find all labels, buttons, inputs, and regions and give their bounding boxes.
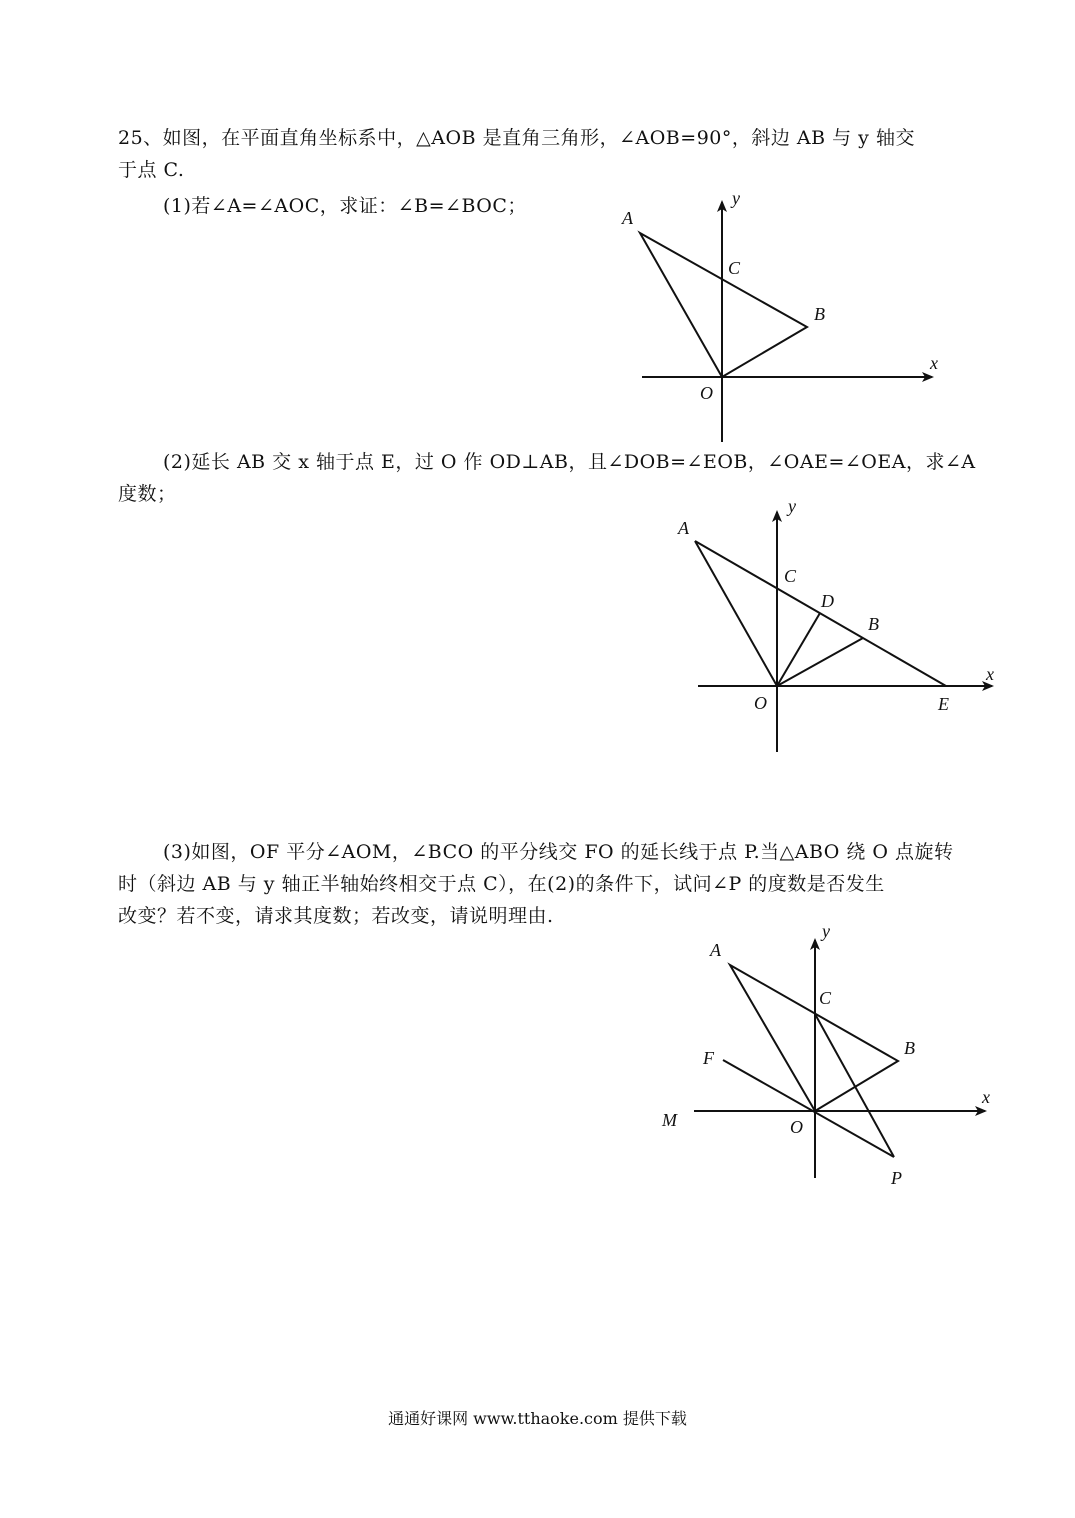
label-x: x — [986, 664, 994, 684]
label-C: C — [784, 566, 797, 586]
segment-AO — [695, 541, 777, 686]
triangle-AOB — [640, 233, 807, 377]
label-x: x — [982, 1087, 990, 1107]
figure-1 — [620, 180, 950, 450]
label-E: E — [938, 694, 949, 714]
label-O: O — [700, 383, 713, 403]
label-O: O — [790, 1117, 803, 1137]
question-part3-line1: (3)如图，OF 平分∠AOM，∠BCO 的平分线交 FO 的延长线于点 P.当△ABO 绕 O 点旋转 — [163, 841, 954, 863]
label-D: D — [821, 591, 834, 611]
label-A: A — [622, 208, 633, 228]
question-part2-line1: (2)延长 AB 交 x 轴于点 E，过 O 作 OD⊥AB，且∠DOB=∠EOB，∠OAE=∠OEA，求∠A — [163, 451, 976, 473]
question-part3-line2: 时（斜边 AB 与 y 轴正半轴始终相交于点 C），在(2)的条件下，试问∠P 的度数是否发生 — [118, 873, 885, 895]
page-footer: 通通好课网 www.tthaoke.com 提供下载 — [388, 1409, 687, 1428]
label-C: C — [728, 258, 741, 278]
segment-OB — [777, 638, 863, 686]
label-B: B — [904, 1038, 915, 1058]
label-M: M — [662, 1110, 677, 1130]
label-P: P — [891, 1168, 902, 1188]
question-part3-line3: 改变？若不变，请求其度数；若改变，请说明理由. — [118, 905, 554, 927]
label-y: y — [822, 921, 830, 941]
figure-2 — [670, 490, 1000, 760]
figure-3 — [650, 920, 995, 1190]
label-C: C — [819, 988, 832, 1008]
question-intro-line2: 于点 C. — [118, 159, 185, 181]
label-B: B — [814, 304, 825, 324]
segment-FP — [723, 1060, 894, 1157]
label-x: x — [930, 353, 938, 373]
label-y: y — [788, 496, 796, 516]
question-part2-line2: 度数； — [118, 483, 177, 505]
question-part1: (1)若∠A=∠AOC，求证：∠B=∠BOC； — [163, 195, 527, 217]
label-A: A — [678, 518, 689, 538]
label-y: y — [732, 188, 740, 208]
question-intro-line1: 25、如图，在平面直角坐标系中，△AOB 是直角三角形，∠AOB=90°，斜边 AB 与 y 轴交 — [118, 127, 915, 149]
label-B: B — [868, 614, 879, 634]
label-O: O — [754, 693, 767, 713]
label-A: A — [710, 940, 721, 960]
label-F: F — [703, 1048, 714, 1068]
